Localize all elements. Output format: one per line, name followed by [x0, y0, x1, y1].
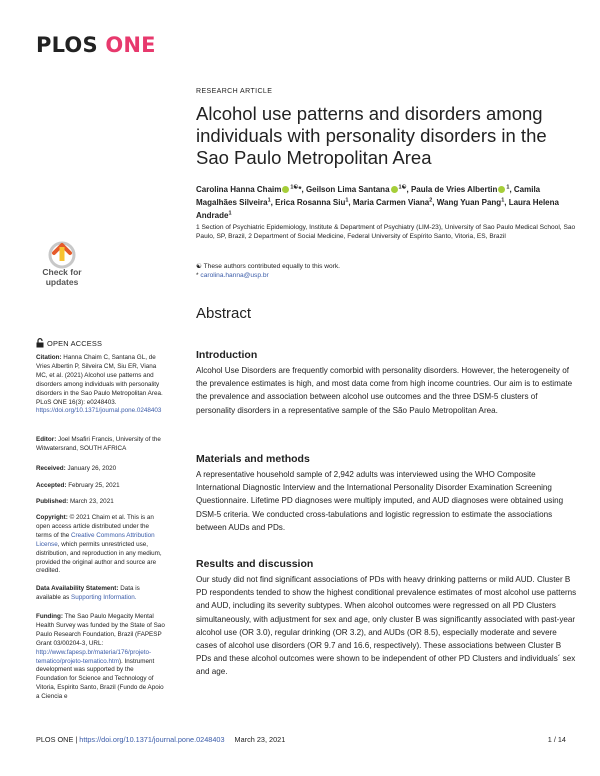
copyright-label: Copyright: — [36, 514, 68, 521]
cc-license-link[interactable]: Creative Commons Attribution License — [36, 531, 155, 548]
received-block — [36, 465, 166, 474]
funding-block — [36, 613, 166, 702]
accepted-block — [36, 482, 166, 491]
author-name[interactable]: Camila Magalhães Silveira — [196, 184, 541, 207]
citation-doi-link[interactable]: https://doi.org/10.1371/journal.pone.0248403 — [36, 407, 162, 415]
funding-text: The Sao Paulo Megacity Mental Health Survey was funded by the State of Sao Paulo Research Foundation, Brazil (FAPESP Grant 03/00204-3, URL: — [36, 613, 165, 647]
author-affiliation-sup: 1 — [228, 210, 232, 217]
supporting-information-link[interactable]: Supporting Information. — [71, 593, 137, 601]
open-lock-icon — [36, 338, 44, 348]
copyright-text-rest: , which permits unrestricted use, distribution, and reproduction in any medium, provided the original author and source are credited. — [36, 540, 162, 575]
open-access-label — [36, 338, 102, 348]
fapesp-link[interactable]: http://www.fapesp.br/materia/176/projeto-tematico/projeto-tematico.htm — [36, 648, 152, 665]
section-text-introduction: Alcohol Use Disorders are frequently comorbid with personality disorders. However, the heterogeneity of the prevalence estimates is high, and most data come from high income countries. Our aim is to estimate the prevalence and association between alcohol use outcomes and the three DSM-5 clusters of personality disorders in a representative sample of the São Paulo Metropolitan Area. — [196, 366, 573, 415]
footer-journal: PLOS ONE — [36, 735, 74, 744]
affiliations: 1 Section of Psychiatric Epidemiology, Institute & Department of Psychiatry (LIM-23), University of Sao Paulo Medical School, Sao Paulo, SP, Brazil, 2 Department of Social Medicine, Federal University of Espírito Santo, Vitoria, ES, Brazil — [196, 224, 576, 240]
orcid-icon[interactable] — [498, 186, 505, 193]
author-affiliation-sup: 2 — [429, 197, 433, 204]
equal-contribution-note: ☯ These authors contributed equally to this work. — [196, 263, 340, 270]
data-availability-text: Data is available as — [36, 585, 140, 601]
published-label: Published: — [36, 498, 69, 505]
footer-page-number: 1 / 14 — [547, 735, 566, 744]
author-affiliation-sup: 1 — [506, 184, 510, 190]
corresponding-marker: * — [298, 184, 302, 194]
author-affiliation-sup: 1☯ — [290, 184, 299, 190]
journal-name-one: ONE — [105, 33, 156, 57]
check-for-updates-badge[interactable] — [37, 239, 87, 289]
author-item: Geilson Lima Santana $^{1☯}$, — [305, 184, 411, 194]
author-name[interactable]: Laura Helena Andrade — [196, 197, 559, 221]
funding-text-rest: ). Instrument development was supported by the Foundation for Science and Technology of Vitoria, Espirito Santo, Brazil (Fundo de Apoio a Ciencia e — [36, 657, 164, 701]
author-affiliation-sup: 1 — [267, 197, 271, 204]
journal-logo — [36, 33, 156, 57]
published-block — [36, 498, 166, 507]
section-text-results: Our study did not find significant associations of PDs with heavy drinking patterns or mild AUD. Cluster B PD respondents tended to show the highest conditional prevalence estimates of most alcohol use patterns and AUD, including its severity subtypes. When alcohol outcomes were regressed on all PD Clusters simultaneously, with adjustment for sex and age, only cluster B was significantly associated with past-year alcohol use (OR 3.0), regular drinking (OR 3.2), and AUDs (OR 8.5), especially moderate and severe cases of alcohol use disorders (OR 9.7 and 16.6, respectively). These associations between Cluster B PDs and these alcohol outcomes were shown to be independent of other PD Clusters and individuals´ sex and age. — [196, 575, 577, 677]
author-affiliation-sup: 1☯ — [398, 184, 407, 190]
abstract-heading: Abstract — [196, 305, 252, 322]
footer-date: March 23, 2021 — [234, 735, 286, 744]
author-item: Camila Magalhães Silveira$^1$, — [196, 184, 541, 207]
author-name[interactable]: Paula de Vries Albertin — [410, 184, 498, 194]
published-date: March 23, 2021 — [69, 498, 114, 505]
check-updates-line2: updates — [45, 276, 79, 287]
editor-label: Editor: — [36, 436, 57, 443]
author-item: Carolina Hanna Chaim $^{1☯}$*, — [196, 184, 306, 194]
section-heading-results: Results and discussion — [196, 558, 314, 570]
author-affiliation-sup: 1 — [345, 197, 349, 204]
check-updates-icon — [37, 239, 87, 269]
citation-label: Citation: — [36, 354, 62, 361]
article-title: Alcohol use patterns and disorders among individuals with personality disorders in the Sao Paulo Metropolitan Area — [196, 103, 547, 168]
section-text-methods: A representative household sample of 2,942 adults was interviewed using the WHO Composite International Diagnostic Interview and the International Personality Disorder Examination Screening Questionnaire. Lifetime PD diagnoses were multiply imputed, and AUD diagnoses were obtained using DSM-5 criteria. We conducted cross-tabulations and logistic regression to estimate the associations between AUDs and PDs. — [196, 470, 564, 532]
citation-block — [36, 354, 166, 416]
funding-label: Funding: — [36, 613, 63, 620]
author-affiliation-sup: 1 — [501, 197, 505, 204]
author-item: Maria Carmen Viana$^2$, — [352, 197, 437, 207]
corresponding-email-link[interactable]: carolina.hanna@usp.br — [200, 272, 269, 279]
journal-name-plos: PLOS — [36, 33, 98, 57]
footer-separator: | — [73, 735, 80, 744]
check-updates-label — [37, 268, 87, 287]
received-date: January 26, 2020 — [67, 465, 117, 472]
author-name[interactable]: Geilson Lima Santana — [305, 184, 390, 194]
author-name[interactable]: Erica Rosanna Siu — [275, 197, 346, 207]
accepted-label: Accepted: — [36, 482, 67, 489]
data-availability-block — [36, 585, 166, 603]
article-type: RESEARCH ARTICLE — [196, 88, 273, 95]
author-item: Wang Yuan Pang$^1$, — [436, 197, 509, 207]
section-heading-methods: Materials and methods — [196, 453, 310, 465]
author-name[interactable]: Maria Carmen Viana — [352, 197, 430, 207]
section-heading-introduction: Introduction — [196, 349, 258, 361]
author-list — [196, 182, 571, 222]
copyright-block — [36, 514, 166, 576]
received-label: Received: — [36, 465, 66, 472]
orcid-icon[interactable] — [282, 186, 289, 193]
author-name[interactable]: Carolina Hanna Chaim — [196, 184, 282, 194]
author-item: Paula de Vries Albertin $^1$, — [410, 184, 514, 194]
check-updates-line1: Check for — [42, 267, 82, 277]
data-availability-label: Data Availability Statement: — [36, 585, 119, 592]
page-footer — [36, 735, 566, 744]
copyright-text: © 2021 Chaim et al. This is an open access article distributed under the terms of the — [36, 514, 154, 539]
contribution-notes — [196, 262, 576, 280]
author-item: Erica Rosanna Siu$^1$, — [275, 197, 353, 207]
author-name[interactable]: Wang Yuan Pang — [436, 197, 502, 207]
corresponding-star: * — [196, 272, 199, 279]
open-access-text: OPEN ACCESS — [47, 339, 103, 348]
editor-text: Joel Msafiri Francis, University of the Witwatersrand, SOUTH AFRICA — [36, 436, 161, 452]
citation-text: Hanna Chaim C, Santana GL, de Vries Albertin P, Silveira CM, Siu ER, Viana MC, et al. (2021) Alcohol use patterns and disorders among individuals with personality disorders in the Sao Paulo Metropolitan Area. PLoS ONE 16(3): e0248403. — [36, 354, 163, 406]
editor-block — [36, 436, 166, 454]
footer-doi-link[interactable]: https://doi.org/10.1371/journal.pone.0248403 — [79, 735, 225, 744]
corresponding-author — [196, 271, 576, 280]
accepted-date: February 25, 2021 — [68, 482, 120, 489]
orcid-icon[interactable] — [391, 186, 398, 193]
